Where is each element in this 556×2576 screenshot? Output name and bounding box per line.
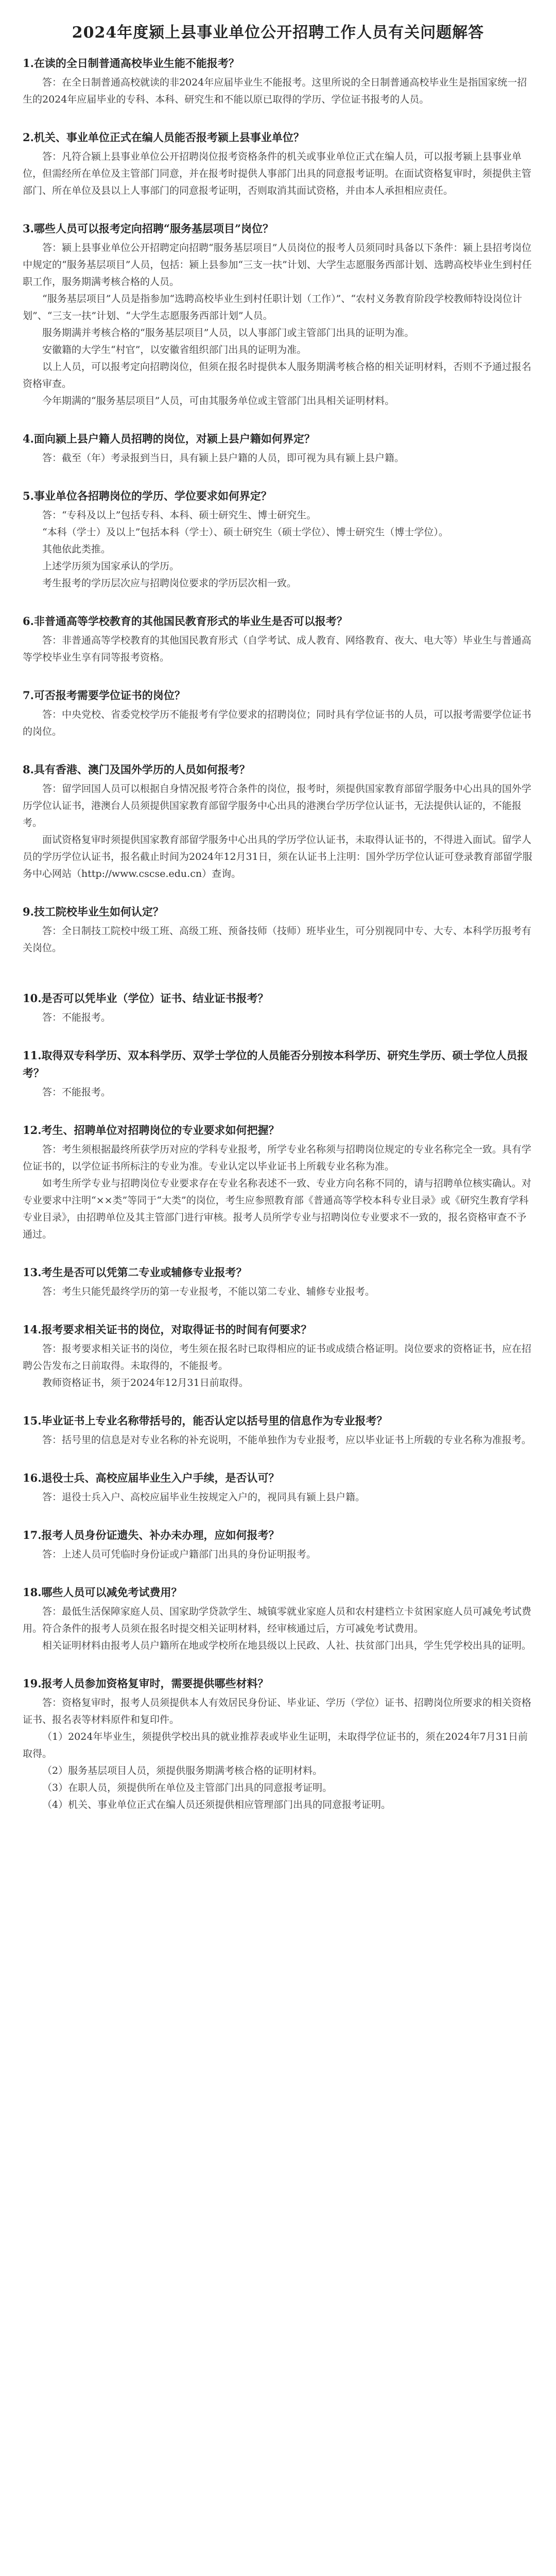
answer-paragraph: 以上人员，可以报考定向招聘岗位，但须在报名时提供本人服务期满考核合格的相关证明材料，否则不予通过报名资格审查。 xyxy=(23,361,532,389)
question-heading: 15.毕业证书上专业名称带括号的，能否认定以括号里的信息作为专业报考？ xyxy=(23,1414,388,1427)
answer-paragraph: 面试资格复审时须提供国家教育部留学服务中心出具的学历学位认证书，未取得认证书的，不得进入面试。留学人员的学历学位认证书，报名截止时间为2024年12月31日，须在认证书上注明：国外学历学位认证可登录教育部留学服务中心网站（http://www.cscse.edu.cn）查询。 xyxy=(23,834,532,879)
qa-section xyxy=(23,1047,533,1101)
question-heading: 11.取得双专科学历、双本科学历、双学士学位的人员能否分别按本科学历、研究生学历、硕士学位人员报考？ xyxy=(23,1049,528,1079)
answer-paragraph: 答：颍上县事业单位公开招聘定向招聘“服务基层项目”人员岗位的报考人员须同时具备以下条件：颍上县招考岗位中规定的“服务基层项目”人员，包括：颍上县参加“三支一扶”计划、大学生志愿服务西部计划、选聘高校毕业生到村任职工作，服务期满考核合格的人员。 xyxy=(23,242,532,287)
question-heading: 19.报考人员参加资格复审时，需要提供哪些材料？ xyxy=(23,1677,269,1690)
qa-section xyxy=(23,1527,533,1563)
question-heading: 17.报考人员身份证遗失、补办未办理，应如何报考？ xyxy=(23,1529,280,1541)
qa-section xyxy=(23,613,533,666)
answer-paragraph: （4）机关、事业单位正式在编人员还须提供相应管理部门出具的同意报考证明。 xyxy=(42,1799,391,1810)
question-heading: 3.哪些人员可以报考定向招聘“服务基层项目”岗位？ xyxy=(23,222,274,235)
answer-paragraph: 答：全日制技工院校中级工班、高级工班、预备技师（技师）班毕业生，可分别视同中专、大专、本科学历报考有关岗位。 xyxy=(23,925,532,954)
answer-paragraph: 上述学历须为国家承认的学历。 xyxy=(42,561,180,572)
answer-paragraph: 答：考生须根据最终所获学历对应的学科专业报考，所学专业名称须与招聘岗位规定的专业名称完全一致。具有学位证书的，以学位证书所标注的专业为准。专业认定以毕业证书上所载专业名称为准。 xyxy=(23,1144,532,1172)
answer-paragraph: 答：“专科及以上”包括专科、本科、硕士研究生、博士研究生。 xyxy=(42,510,317,521)
document-title: 2024年度颍上县事业单位公开招聘工作人员有关问题解答 xyxy=(72,24,484,42)
qa-section xyxy=(23,1584,533,1654)
answer-paragraph: （3）在职人员，须提供所在单位及主管部门出具的同意报考证明。 xyxy=(42,1782,333,1793)
question-heading: 4.面向颍上县户籍人员招聘的岗位，对颍上县户籍如何界定？ xyxy=(23,432,315,445)
answer-paragraph: （2）服务基层项目人员，须提供服务期满考核合格的证明材料。 xyxy=(42,1765,323,1776)
qa-section xyxy=(23,687,533,740)
answer-paragraph: 答：退役士兵入户、高校应届毕业生按规定入户的，视同具有颍上县户籍。 xyxy=(42,1492,366,1503)
qa-section xyxy=(23,990,533,1026)
question-heading: 18.哪些人员可以减免考试费用？ xyxy=(23,1586,182,1599)
document-body xyxy=(23,47,533,1827)
answer-paragraph: 教师资格证书，须于2024年12月31日前取得。 xyxy=(42,1377,249,1388)
answer-paragraph: 今年期满的“服务基层项目”人员，可由其服务单位或主管部门出具相关证明材料。 xyxy=(42,395,395,406)
answer-paragraph: 答：最低生活保障家庭人员、国家助学贷款学生、城镇零就业家庭人员和农村建档立卡贫困家庭人员可减免考试费用。符合条件的报考人员须在报名时提交相关证明材料，经审核通过后，方可减免考试费用。 xyxy=(23,1606,532,1634)
answer-paragraph: 答：凡符合颍上县事业单位公开招聘岗位报考资格条件的机关或事业单位正式在编人员，可以报考颍上县事业单位，但需经所在单位及主管部门同意，并在报考时提供人事部门出具的同意报考证明。在面试资格复审时，须提供主管部门、所在单位及县以上人事部门的同意报考证明，否则取消其面试资格，并由本人承担相应责任。 xyxy=(23,151,532,196)
answer-paragraph: 答：留学回国人员可以根据自身情况报考符合条件的岗位，报考时，须提供国家教育部留学服务中心出具的国外学历学位认证书，港澳台人员须提供国家教育部留学服务中心出具的港澳台学历学位认证书，无法提供认证的，不能报考。 xyxy=(23,783,532,828)
question-heading: 2.机关、事业单位正式在编人员能否报考颍上县事业单位？ xyxy=(23,131,304,144)
answer-paragraph: 其他依此类推。 xyxy=(42,544,111,555)
qa-section xyxy=(23,129,533,199)
answer-paragraph: 答：报考要求相关证书的岗位，考生须在报名时已取得相应的证书或成绩合格证明。岗位要求的资格证书，应在招聘公告发布之日前取得。未取得的，不能报考。 xyxy=(23,1343,532,1371)
question-heading: 12.考生、招聘单位对招聘岗位的专业要求如何把握？ xyxy=(23,1124,280,1137)
question-heading: 14.报考要求相关证书的岗位，对取得证书的时间有何要求？ xyxy=(23,1323,312,1336)
answer-paragraph: “本科（学士）及以上”包括本科（学士）、硕士研究生（硕士学位）、博士研究生（博士学位）。 xyxy=(42,527,448,538)
answer-paragraph: 安徽籍的大学生“村官”，以安徽省组织部门出具的证明为准。 xyxy=(42,344,307,355)
answer-paragraph: 答：非普通高等学校教育的其他国民教育形式（自学考试、成人教育、网络教育、夜大、电大等）毕业生与普通高等学校毕业生享有同等报考资格。 xyxy=(23,635,532,663)
qa-section xyxy=(23,761,533,883)
answer-paragraph: 答：截至（年）考录报到当日，具有颍上县户籍的人员，即可视为具有颍上县户籍。 xyxy=(42,452,405,464)
answer-paragraph: 答：考生只能凭最终学历的第一专业报考，不能以第二专业、辅修专业报考。 xyxy=(42,1286,375,1297)
answer-paragraph: 答：上述人员可凭临时身份证或户籍部门出具的身份证明报考。 xyxy=(42,1549,317,1560)
question-heading: 8.具有香港、澳门及国外学历的人员如何报考？ xyxy=(23,763,250,776)
question-heading: 10.是否可以凭毕业（学位）证书、结业证书报考？ xyxy=(23,992,269,1005)
question-heading: 16.退役士兵、高校应届毕业生入户手续，是否认可？ xyxy=(23,1471,280,1484)
question-heading: 5.事业单位各招聘岗位的学历、学位要求如何界定？ xyxy=(23,489,272,502)
answer-paragraph: 如考生所学专业与招聘岗位专业要求存在专业名称表述不一致、专业方向名称不同的，请与招聘单位核实确认。对专业要求中注明“××类”等同于“大类”的岗位，考生应参照教育部《普通高等学校本科专业目录》或《研究生教育学科专业目录》，由招聘单位及其主管部门进行审核。报考人员所学专业与招聘岗位专业要求不一致的，报名资格审查不予通过。 xyxy=(23,1178,532,1240)
answer-paragraph: 答：资格复审时，报考人员须提供本人有效居民身份证、毕业证、学历（学位）证书、招聘岗位所要求的相关资格证书、报名表等材料原件和复印件。 xyxy=(23,1697,532,1725)
qa-section xyxy=(23,220,533,410)
qa-section xyxy=(23,1264,533,1300)
qa-section xyxy=(23,1469,533,1506)
answer-paragraph: 答：中央党校、省委党校学历不能报考有学位要求的招聘岗位；同时具有学位证书的人员，可以报考需要学位证书的岗位。 xyxy=(23,709,532,737)
answer-paragraph: 答：不能报考。 xyxy=(42,1012,111,1023)
question-heading: 9.技工院校毕业生如何认定？ xyxy=(23,905,164,918)
answer-paragraph: 考生报考的学历层次应与招聘岗位要求的学历层次相一致。 xyxy=(42,578,297,589)
qa-section xyxy=(23,430,533,467)
question-heading: 7.可否报考需要学位证书的岗位？ xyxy=(23,689,185,702)
qa-section xyxy=(23,55,533,108)
qa-section xyxy=(23,1675,533,1814)
answer-paragraph: 答：不能报考。 xyxy=(42,1087,111,1098)
qa-section xyxy=(23,1321,533,1392)
qa-section xyxy=(23,903,533,957)
question-heading: 13.考生是否可以凭第二专业或辅修专业报考？ xyxy=(23,1266,247,1279)
answer-paragraph: （1）2024年毕业生，须提供学校出具的就业推荐表或毕业生证明，未取得学位证书的，须在2024年7月31日前取得。 xyxy=(23,1731,528,1759)
answer-paragraph: “服务基层项目”人员是指参加“选聘高校毕业生到村任职计划（工作）”、“农村义务教育阶段学校教师特设岗位计划”、“三支一扶”计划、“大学生志愿服务西部计划”人员。 xyxy=(23,293,523,321)
question-heading: 1.在读的全日制普通高校毕业生能不能报考？ xyxy=(23,57,239,70)
qa-section xyxy=(23,1412,533,1449)
answer-paragraph: 答：在全日制普通高校就读的非2024年应届毕业生不能报考。这里所说的全日制普通高校毕业生是指国家统一招生的2024年应届毕业的专科、本科、研究生和不能以原已取得的学历、学位证书报考的人员。 xyxy=(23,77,527,105)
qa-section xyxy=(23,487,533,592)
qa-section xyxy=(23,1122,533,1243)
question-heading: 6.非普通高等学校教育的其他国民教育形式的毕业生是否可以报考？ xyxy=(23,615,348,628)
answer-paragraph: 服务期满并考核合格的“服务基层项目”人员，以人事部门或主管部门出具的证明为准。 xyxy=(42,327,414,338)
answer-paragraph: 相关证明材料由报考人员户籍所在地或学校所在地县级以上民政、人社、扶贫部门出具，学生凭学校出具的证明。 xyxy=(42,1640,532,1651)
answer-paragraph: 答：括号里的信息是对专业名称的补充说明，不能单独作为专业报考，应以毕业证书上所载的专业名称为准报考。 xyxy=(42,1434,532,1446)
